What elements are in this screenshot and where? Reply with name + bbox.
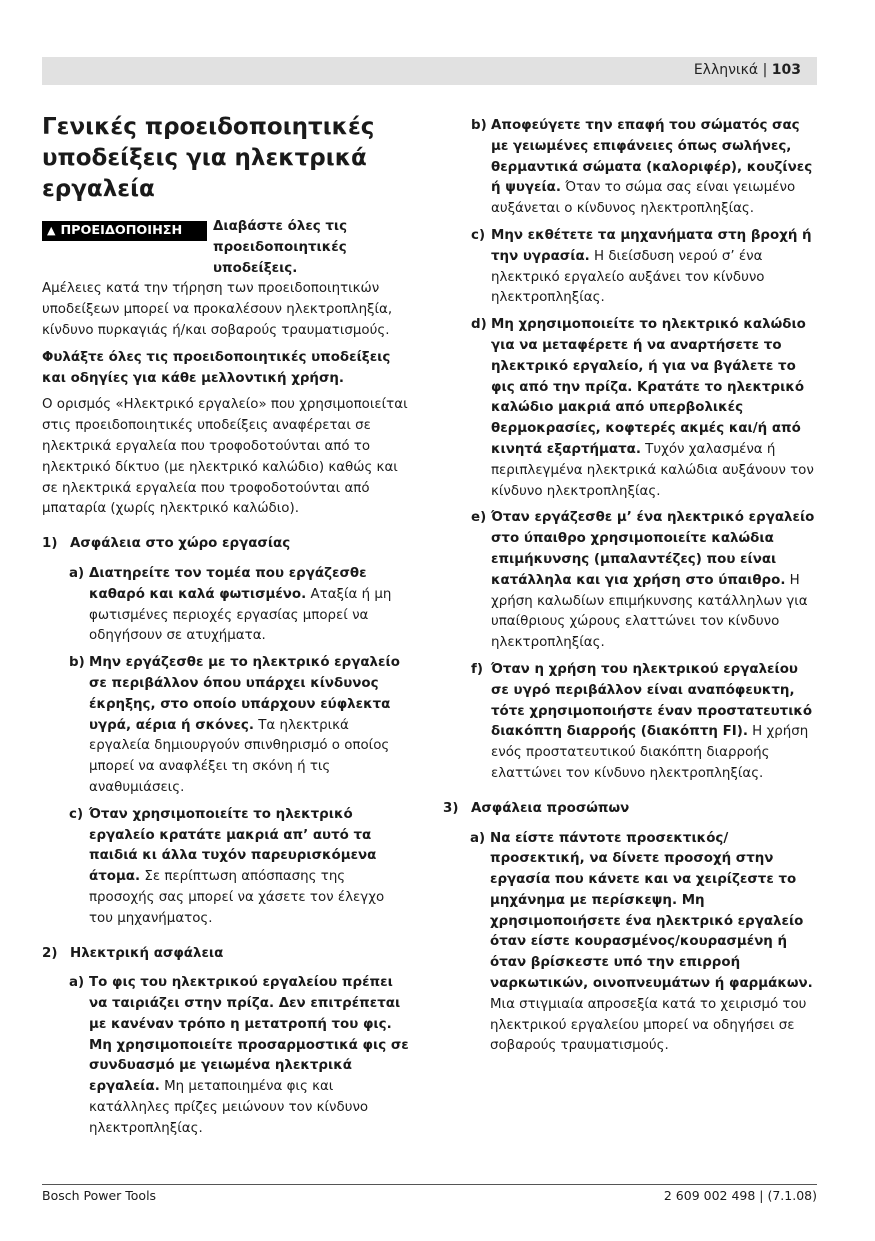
section-title: Ηλεκτρική ασφάλεια xyxy=(70,945,224,961)
item-bold-text: Όταν εργάζεσθε μ’ ένα ηλεκτρικό εργαλείο στο ύπαιθρο χρησιμοποιείτε καλώδια επιμήκυνσης (μπαλαντέζες) που είναι κατάλληλα και για χρήση στο ύπαιθρο. xyxy=(491,510,815,588)
item-label: a) xyxy=(69,565,85,581)
item-bold-text: Διατηρείτε τον τομέα που εργάζεσθε καθαρό και καλά φωτισμένο. xyxy=(89,565,367,602)
item-bold-text: Μην εργάζεσθε με το ηλεκτρικό εργαλείο σε περιβάλλον όπου υπάρχει κίνδυνος έκρηξης, στο οποίο υπάρχουν εύφλεκτα υγρά, αέρια ή σκόνες. xyxy=(89,655,400,733)
section-title: Ασφάλεια στο χώρο εργασίας xyxy=(70,536,291,552)
warning-badge xyxy=(42,221,207,241)
footer-brand: Bosch Power Tools xyxy=(42,1188,157,1203)
item-bold-text: Όταν χρησιμοποιείτε το ηλεκτρικό εργαλείο κρατάτε μακριά απ’ αυτό τα παιδιά κι άλλα τυχόν παρευρισκόμενα άτομα. xyxy=(89,806,377,885)
warning-badge-label: ΠΡΟΕΙΔΟΠΟΙΗΣΗ xyxy=(60,223,183,238)
item-label: d) xyxy=(471,317,487,333)
item-text: Σε περίπτωση απόσπασης της προσοχής σας μπορεί να χάσετε τον έλεγχο του μηχανήματος. xyxy=(89,869,385,926)
list-item xyxy=(471,660,818,785)
item-text: Αταξία ή μη φωτισμένες περιοχές εργασίας μπορεί να οδηγήσουν σε ατυχήματα. xyxy=(89,586,392,644)
item-bold-text: Μην εκθέτετε τα μηχανήματα στη βροχή ή την υγρασία. xyxy=(491,227,812,264)
section-title: Ασφάλεια προσώπων xyxy=(471,800,630,816)
item-text: Η χρήση καλωδίων επιμήκυνσης κατάλληλων για υπαίθριους χώρους ελαττώνει τον κίνδυνο ηλεκτροπληξίας. xyxy=(491,572,808,651)
item-bold-text: Το φις του ηλεκτρικού εργαλείου πρέπει να ταιριάζει στην πρίζα. Δεν επιτρέπεται με κανέναν τρόπο η μετατροπή του φις. Μη χρησιμοποιείτε προσαρμοστικά φις σε συνδυασμό με γειωμένα ηλεκτρικά εργαλεία. xyxy=(89,975,409,1095)
right-column xyxy=(443,116,818,1063)
item-label: a) xyxy=(470,830,486,846)
list-item xyxy=(471,508,818,654)
item-text: Τυχόν χαλασμένα ή περιπλεγμένα ηλεκτρικά καλώδια αυξάνουν τον κίνδυνο ηλεκτροπληξίας. xyxy=(491,441,814,499)
section-items xyxy=(443,829,818,1058)
item-label: e) xyxy=(471,510,487,526)
section-items xyxy=(42,564,412,930)
definition-paragraph: Ο ορισμός «Ηλεκτρικό εργαλείο» που χρησιμοποιείται στις προειδοποιητικές υποδείξεις αναφέρεται σε ηλεκτρικά εργαλεία που τροφοδοτούνται από το ηλεκτρικό δίκτυο (με ηλεκτρικό καλώδιο) καθώς και σε ηλεκτρικά εργαλεία που τροφοδοτούνται από μπαταρία (χωρίς ηλεκτρικό καλώδιο). xyxy=(42,397,408,517)
item-text: Όταν το σώμα σας είναι γειωμένο αυξάνεται ο κίνδυνος ηλεκτροπληξίας. xyxy=(491,180,796,217)
left-column xyxy=(42,112,412,1146)
list-item xyxy=(69,653,412,799)
item-label: f) xyxy=(471,661,483,677)
page-title: Γενικές προειδοποιητικές υποδείξεις για ηλεκτρικά εργαλεία xyxy=(42,114,375,202)
section-number: 2) xyxy=(42,945,58,961)
section-number: 1) xyxy=(42,536,58,552)
list-item xyxy=(69,564,412,647)
item-bold-text: Όταν η χρήση του ηλεκτρικού εργαλείου σε υγρό περιβάλλον είναι αναπόφευκτη, τότε χρησιμοποιήστε έναν προστατευτικό διακόπτη διαρροής (διακόπτη FI). xyxy=(491,661,813,740)
footer-divider xyxy=(42,1184,817,1185)
warning-heading: Διαβάστε όλες τις προειδοποιητικές υποδείξεις. xyxy=(213,219,348,276)
warning-body: Αμέλειες κατά την τήρηση των προειδοποιητικών υποδείξεων μπορεί να προκαλέσουν ηλεκτροπληξία, κίνδυνο πυρκαγιάς ή/και σοβαρούς τραυματισμούς. xyxy=(42,281,393,338)
page-number: 103 xyxy=(771,62,801,78)
list-item xyxy=(471,116,818,220)
header-separator: | xyxy=(762,62,768,78)
footer-doc-id: 2 609 002 498 | (7.1.08) xyxy=(663,1188,817,1203)
item-text: Μια στιγμιαία απροσεξία κατά το χειρισμό του ηλεκτρικού εργαλείου μπορεί να οδηγήσει σε σοβαρούς τραυματισμούς. xyxy=(490,996,807,1054)
list-item xyxy=(471,226,818,309)
section-heading xyxy=(42,534,412,555)
list-item xyxy=(471,315,818,502)
list-item xyxy=(69,973,412,1139)
section-items xyxy=(42,973,412,1139)
warning-triangle-icon: ▲ xyxy=(47,224,56,237)
item-text: Η διείσδυση νερού σ’ ένα ηλεκτρικό εργαλείο αυξάνει τον κίνδυνο ηλεκτροπληξίας. xyxy=(491,248,765,306)
list-item xyxy=(69,805,412,930)
section-items xyxy=(443,116,818,785)
page-header-bar xyxy=(42,57,817,85)
warning-block xyxy=(42,217,412,279)
item-label: b) xyxy=(69,655,85,671)
item-bold-text: Να είστε πάντοτε προσεκτικός/προσεκτική, να δίνετε προσοχή στην εργασία που κάνετε και να χειρίζεστε το μηχάνημα με περίσκεψη. Μη χρησιμοποιήσετε ένα ηλεκτρικό εργαλείο όταν είστε κουρασμένος/κουρασμένη ή όταν βρίσκεστε υπό την επιρροή ναρκωτικών, οινοπνευμάτων ή φαρμάκων. xyxy=(490,830,813,992)
section-heading xyxy=(443,799,818,820)
header-language: Ελληνικά xyxy=(693,62,759,78)
item-bold-text: Μη χρησιμοποιείτε το ηλεκτρικό καλώδιο για να μεταφέρετε ή να αναρτήσετε το ηλεκτρικό εργαλείο, ή για να βγάλετε το φις από την πρίζα. Κρατάτε το ηλεκτρικό καλώδιο μακριά από υπερβολικές θερμοκρασίες, κοφτερές ακμές και/ή από κινητά εξαρτήματα. xyxy=(491,317,806,457)
page-header-text xyxy=(694,62,801,78)
item-bold-text: Αποφεύγετε την επαφή του σώματός σας με γειωμένες επιφάνειες όπως σωλήνες, θερμαντικά σώματα (καλοριφέρ), κουζίνες ή ψυγεία. xyxy=(491,118,813,196)
list-item xyxy=(470,829,818,1058)
item-label: a) xyxy=(69,975,85,991)
item-label: c) xyxy=(69,806,84,822)
item-text: Τα ηλεκτρικά εργαλεία δημιουργούν σπινθηρισμό ο οποίος μπορεί να αναφλέξει τη σκόνη ή τις αναθυμιάσεις. xyxy=(89,717,390,795)
item-label: c) xyxy=(471,227,486,243)
keep-instructions: Φυλάξτε όλες τις προειδοποιητικές υποδείξεις και οδηγίες για κάθε μελλοντική χρήση. xyxy=(42,349,391,386)
section-heading xyxy=(42,944,412,965)
item-text: Μη μεταποιημένα φις και κατάλληλες πρίζες μειώνουν τον κίνδυνο ηλεκτροπληξίας. xyxy=(89,1079,369,1136)
section-number: 3) xyxy=(443,800,459,816)
item-text: Η χρήση ενός προστατευτικού διακόπτη διαρροής ελαττώνει τον κίνδυνο ηλεκτροπληξίας. xyxy=(491,724,809,781)
item-label: b) xyxy=(471,118,487,133)
